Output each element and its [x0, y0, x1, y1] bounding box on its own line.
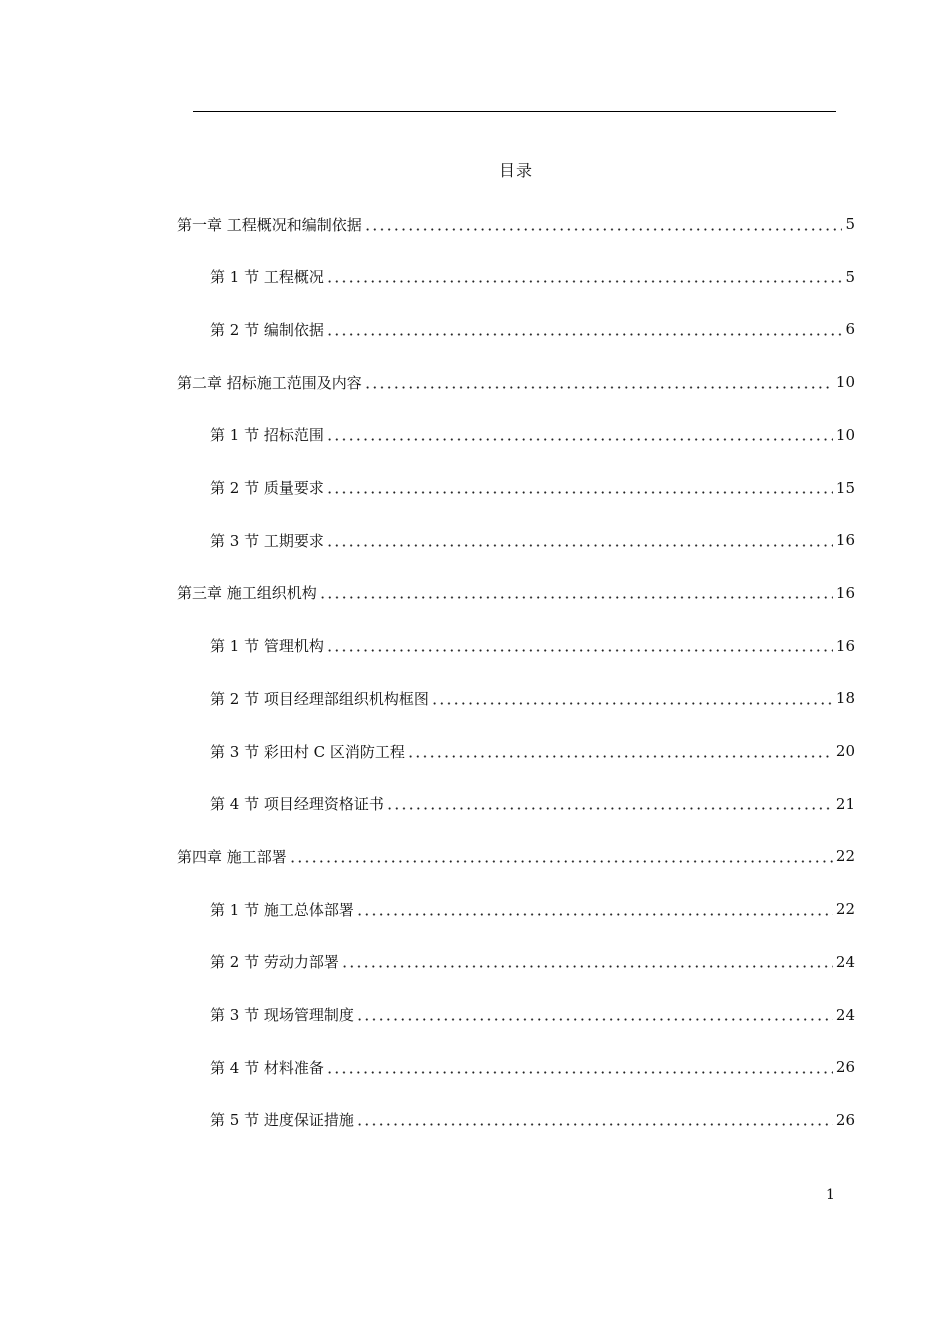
toc-section-entry[interactable] — [210, 731, 855, 771]
toc-entry-label: 第 1 节 管理机构 — [210, 637, 324, 656]
toc-entry-page: 22 — [835, 847, 855, 866]
toc-dot-leader — [356, 1123, 833, 1126]
toc-dot-leader — [289, 860, 833, 863]
toc-chapter-entry[interactable] — [177, 836, 855, 876]
page-number: 1 — [826, 1187, 835, 1203]
toc-chapter-entry[interactable] — [177, 362, 855, 402]
toc-entry-page: 24 — [835, 1005, 855, 1024]
toc-chapter-entry[interactable] — [177, 204, 855, 244]
toc-section-entry[interactable] — [210, 520, 855, 560]
toc-section-entry[interactable] — [210, 626, 855, 666]
toc-section-entry[interactable] — [210, 942, 855, 982]
toc-entry-page: 10 — [835, 373, 855, 392]
toc-dot-leader — [341, 965, 833, 968]
toc-entry-label: 第 5 节 进度保证措施 — [210, 1111, 354, 1130]
toc-dot-leader — [326, 649, 833, 652]
toc-entry-label: 第 4 节 项目经理资格证书 — [210, 795, 384, 814]
toc-dot-leader — [326, 491, 833, 494]
toc-section-entry[interactable] — [210, 995, 855, 1035]
header-rule — [193, 111, 836, 112]
toc-dot-leader — [319, 596, 833, 599]
toc-dot-leader — [326, 1071, 833, 1074]
toc-dot-leader — [326, 438, 833, 441]
toc-dot-leader — [386, 807, 833, 810]
toc-entry-label: 第 1 节 工程概况 — [210, 268, 324, 287]
toc-entry-label: 第四章 施工部署 — [177, 847, 287, 866]
toc-section-entry[interactable] — [210, 889, 855, 929]
toc-entry-page: 16 — [835, 636, 855, 655]
toc-entry-label: 第 2 节 劳动力部署 — [210, 953, 339, 972]
toc-entry-label: 第三章 施工组织机构 — [177, 584, 317, 603]
toc-entry-page: 24 — [835, 952, 855, 971]
toc-entry-page: 26 — [835, 1110, 855, 1129]
toc-entry-page: 6 — [845, 320, 855, 339]
toc-entry-page: 16 — [835, 583, 855, 602]
toc-section-entry[interactable] — [210, 678, 855, 718]
toc-entry-label: 第 3 节 工期要求 — [210, 531, 324, 550]
toc-entry-label: 第一章 工程概况和编制依据 — [177, 215, 362, 234]
toc-dot-leader — [356, 1018, 833, 1021]
toc-section-entry[interactable] — [210, 468, 855, 508]
toc-entry-page: 5 — [845, 267, 855, 286]
toc-entry-page: 22 — [835, 900, 855, 919]
toc-entry-label: 第 2 节 项目经理部组织机构框图 — [210, 689, 429, 708]
toc-entry-page: 21 — [835, 794, 855, 813]
toc-section-entry[interactable] — [210, 257, 855, 297]
toc-chapter-entry[interactable] — [177, 573, 855, 613]
toc-dot-leader — [364, 386, 833, 389]
toc-entry-page: 26 — [835, 1058, 855, 1077]
toc-entry-page: 18 — [835, 689, 855, 708]
toc-dot-leader — [326, 280, 843, 283]
toc-entry-label: 第 1 节 招标范围 — [210, 426, 324, 445]
toc-dot-leader — [431, 702, 833, 705]
toc-entry-page: 5 — [845, 215, 855, 233]
toc-section-entry[interactable] — [210, 1047, 855, 1087]
toc-entry-label: 第 3 节 现场管理制度 — [210, 1006, 354, 1024]
toc-section-entry[interactable] — [210, 309, 855, 349]
toc-dot-leader — [326, 333, 843, 336]
toc-entry-page: 10 — [835, 425, 855, 444]
toc-dot-leader — [326, 544, 833, 547]
toc-dot-leader — [407, 755, 833, 758]
toc-section-entry[interactable] — [210, 415, 855, 455]
toc-entry-page: 16 — [835, 531, 855, 550]
toc-section-entry[interactable] — [210, 784, 855, 824]
toc-dot-leader — [364, 228, 843, 231]
toc-entry-page: 20 — [835, 742, 855, 760]
toc-entry-page: 15 — [835, 478, 855, 497]
toc-entry-label: 第 1 节 施工总体部署 — [210, 900, 354, 919]
toc-entry-label: 第 3 节 彩田村 C 区消防工程 — [210, 742, 405, 761]
toc-entry-label: 第 2 节 编制依据 — [210, 320, 324, 339]
toc-entry-label: 第 4 节 材料准备 — [210, 1058, 324, 1077]
toc-dot-leader — [356, 913, 833, 916]
toc-entry-label: 第二章 招标施工范围及内容 — [177, 373, 362, 392]
toc-entry-label: 第 2 节 质量要求 — [210, 479, 324, 497]
toc-title: 目录 — [498, 161, 533, 180]
toc-section-entry[interactable] — [210, 1100, 855, 1140]
